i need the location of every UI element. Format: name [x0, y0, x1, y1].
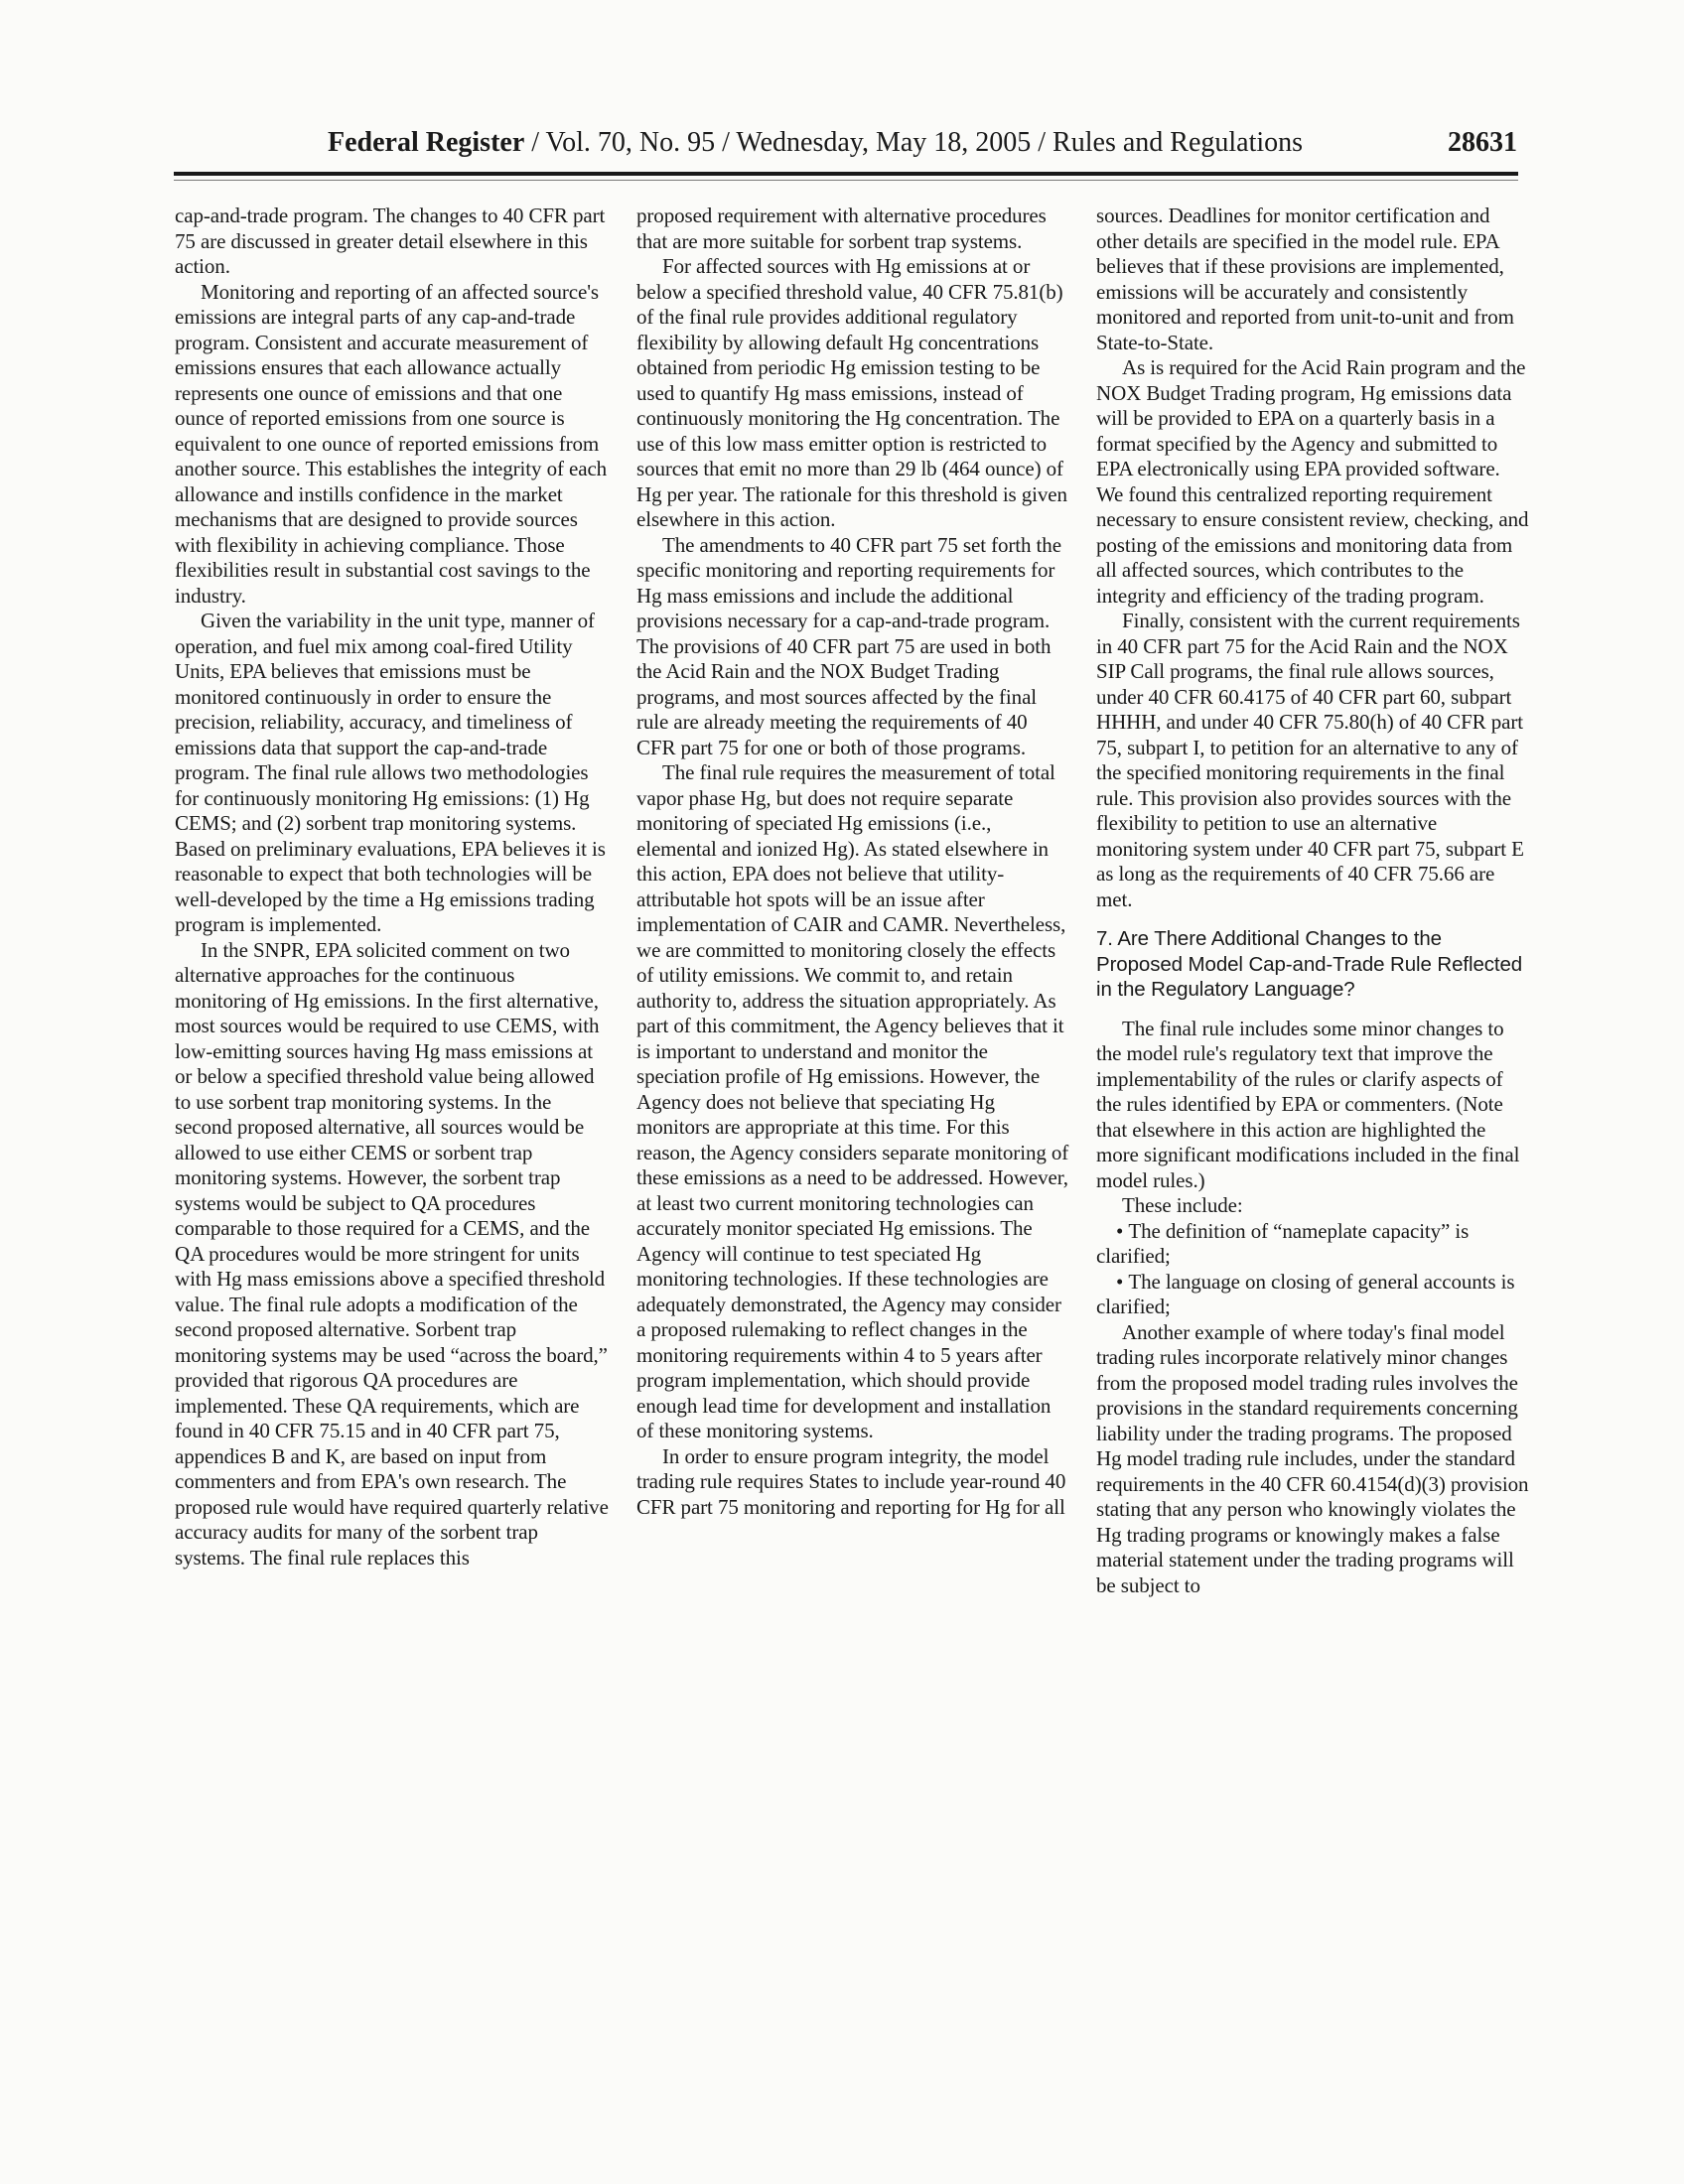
paragraph: Given the variability in the unit type, manner of operation, and fuel mix among coal-fired Utility Units, EPA believes that emissions must be monitored continuously in order to ensure the precision, reliability, accuracy, and timeliness of emissions data that support the cap-and-trade program. The final rule allows two methodologies for continuously monitoring Hg emissions: (1) Hg CEMS; and (2) sorbent trap monitoring systems. Based on preliminary evaluations, EPA believes it is reasonable to expect that both technologies will be well-developed by the time a Hg emissions trading program is implemented. — [175, 609, 606, 936]
section-heading: 7. Are There Additional Changes to the Proposed Model Cap-and-Trade Rule Reflected in the Regulatory Language? — [1096, 927, 1523, 1001]
column-3 — [1096, 204, 1531, 1598]
column-2 — [636, 204, 1071, 1520]
paragraph: cap-and-trade program. The changes to 40 CFR part 75 are discussed in greater detail elsewhere in this action. — [175, 204, 606, 278]
paragraph: For affected sources with Hg emissions at or below a specified threshold value, 40 CFR 75.81(b) of the final rule provides additional regulatory flexibility by allowing default Hg concentrations obtained from periodic Hg emission testing to be used to quantify Hg mass emissions, instead of continuously monitoring the Hg concentration. The use of this low mass emitter option is restricted to sources that emit no more than 29 lb (464 ounce) of Hg per year. The rationale for this threshold is given elsewhere in this action. — [636, 254, 1067, 531]
paragraph: In the SNPR, EPA solicited comment on two alternative approaches for the continuous monitoring of Hg emissions. In the first alternative, most sources would be required to use CEMS, with low-emitting sources having Hg mass emissions at or below a specified threshold value being allowed to use sorbent trap monitoring systems. In the second proposed alternative, all sources would be allowed to use either CEMS or sorbent trap monitoring systems. However, the sorbent trap systems would be subject to QA procedures comparable to those required for a CEMS, and the QA procedures would be more stringent for units with Hg mass emissions above a specified threshold value. The final rule adopts a modification of the second proposed alternative. Sorbent trap monitoring systems may be used “across the board,” provided that rigorous QA procedures are implemented. These QA requirements, which are found in 40 CFR 75.15 and in 40 CFR part 75, appendices B and K, are based on input from commenters and from EPA's own research. The proposed rule would have required quarterly relative accuracy audits for many of the sorbent trap systems. The final rule replaces this — [175, 937, 609, 1570]
running-header — [328, 127, 1517, 171]
paragraph: Another example of where today's final model trading rules incorporate relatively minor changes from the proposed model trading rules involves the provisions in the standard requirements concerning liability under the trading programs. The proposed Hg model trading rule includes, under the standard requirements in the 40 CFR 60.4154(d)(3) provision stating that any person who knowingly violates the Hg trading programs or knowingly makes a false material statement under the trading programs will be subject to — [1096, 1319, 1529, 1597]
header-rule-thin — [174, 180, 1518, 181]
issue-info: / Vol. 70, No. 95 / Wednesday, May 18, 2005 / Rules and Regulations — [524, 127, 1304, 158]
paragraph: These include: — [1122, 1193, 1243, 1217]
paragraph: Finally, consistent with the current requirements in 40 CFR part 75 for the Acid Rain and the NOX SIP Call programs, the final rule allows sources, under 40 CFR 60.4175 of 40 CFR part 60, subpart HHHH, and under 40 CFR 75.80(h) of 40 CFR part 75, subpart I, to petition for an alternative to any of the specified monitoring requirements in the final rule. This provision also provides sources with the flexibility to petition to use an alternative monitoring system under 40 CFR part 75, subpart E as long as the requirements of 40 CFR 75.66 are met. — [1096, 609, 1524, 911]
publication-name: Federal Register — [328, 127, 525, 158]
paragraph: In order to ensure program integrity, the model trading rule requires States to include year-round 40 CFR part 75 monitoring and reporting for Hg for all — [636, 1443, 1066, 1519]
paragraph: proposed requirement with alternative procedures that are more suitable for sorbent trap systems. — [636, 204, 1047, 253]
bullet-list — [1096, 1219, 1531, 1320]
page-number: 28631 — [1448, 127, 1517, 158]
column-1 — [175, 204, 610, 1570]
list-item: • The definition of “nameplate capacity” is clarified; — [1096, 1219, 1531, 1270]
list-item: • The language on closing of general accounts is clarified; — [1096, 1270, 1531, 1320]
paragraph: sources. Deadlines for monitor certification and other details are specified in the model rule. EPA believes that if these provisions are implemented, emissions will be accurately and consistently monitored and reported from unit-to-unit and from State-to-State. — [1096, 204, 1514, 354]
paragraph: As is required for the Acid Rain program and the NOX Budget Trading program, Hg emissions data will be provided to EPA on a quarterly basis in a format specified by the Agency and submitted to EPA electronically using EPA provided software. We found this centralized reporting requirement necessary to ensure consistent review, checking, and posting of the emissions and monitoring data from all affected sources, which contributes to the integrity and efficiency of the trading program. — [1096, 355, 1529, 608]
paragraph: Monitoring and reporting of an affected source's emissions are integral parts of any cap-and-trade program. Consistent and accurate measurement of emissions ensures that each allowance actually represents one ounce of emissions and that one ounce of reported emissions from one source is equivalent to one ounce of reported emissions from another source. This establishes the integrity of each allowance and instills confidence in the market mechanisms that are designed to provide sources with flexibility in achieving compliance. Those flexibilities result in substantial cost savings to the industry. — [175, 279, 608, 608]
paragraph: The final rule requires the measurement of total vapor phase Hg, but does not require separate monitoring of speciated Hg emissions (i.e., elemental and ionized Hg). As stated elsewhere in this action, EPA does not believe that utility-attributable hot spots will be an issue after implementation of CAIR and CAMR. Nevertheless, we are committed to monitoring closely the effects of utility emissions. We commit to, and retain authority to, address the situation appropriately. As part of this commitment, the Agency believes that it is important to understand and monitor the speciation profile of Hg emissions. However, the Agency does not believe that speciating Hg monitors are appropriate at this time. For this reason, the Agency considers separate monitoring of these emissions as a need to be addressed. However, at least two current monitoring technologies can accurately monitor speciated Hg emissions. The Agency will continue to test speciated Hg monitoring technologies. If these technologies are adequately demonstrated, the Agency may consider a proposed rulemaking to reflect changes in the monitoring requirements within 4 to 5 years after program implementation, which should provide enough lead time for development and installation of these monitoring systems. — [636, 760, 1069, 1442]
paragraph: The final rule includes some minor changes to the model rule's regulatory text that improve the implementability of the rules or clarify aspects of the rules identified by EPA or commenters. (Note that elsewhere in this action are highlighted the more significant modifications included in the final model rules.) — [1096, 1016, 1520, 1192]
paragraph: The amendments to 40 CFR part 75 set forth the specific monitoring and reporting requirements for Hg mass emissions and include the additional provisions necessary for a cap-and-trade program. The provisions of 40 CFR part 75 are used in both the Acid Rain and the NOX Budget Trading programs, and most sources affected by the final rule are already meeting the requirements of 40 CFR part 75 for one or both of those programs. — [636, 532, 1061, 759]
header-rule — [174, 172, 1518, 176]
header-citation — [328, 127, 1303, 159]
